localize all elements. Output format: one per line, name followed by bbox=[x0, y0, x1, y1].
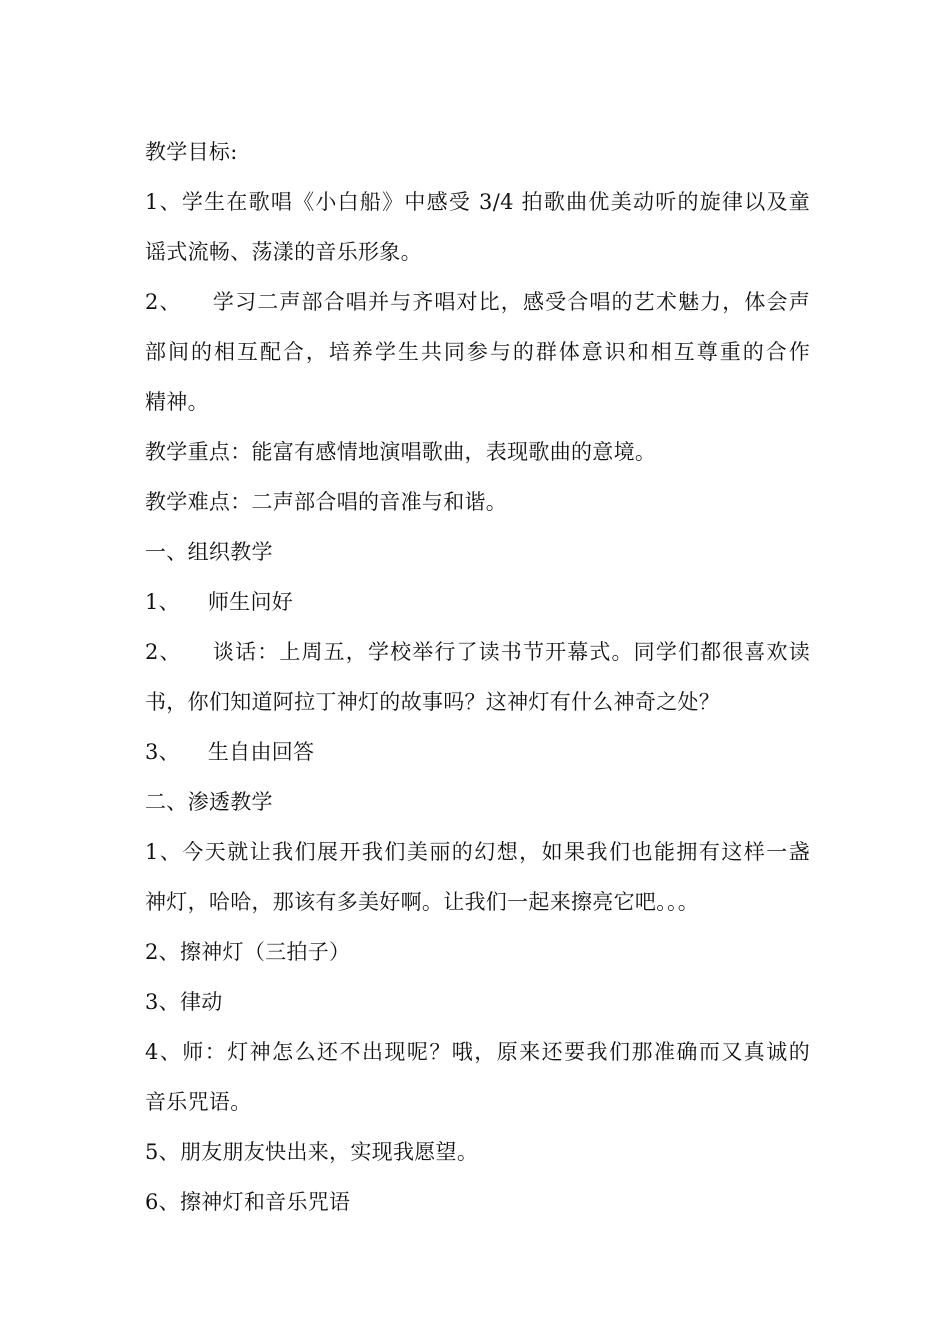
section-2-heading: 二、渗透教学 bbox=[145, 790, 273, 814]
goal-1-line-1: 1、学生在歌唱《小白船》中感受 3/4 拍歌曲优美动听的旋律以及童 bbox=[145, 190, 810, 214]
goal-2-line-3: 精神。 bbox=[145, 390, 209, 414]
section-2-item-6: 6、擦神灯和音乐咒语 bbox=[145, 1190, 351, 1214]
goal-2-line-2: 部间的相互配合，培养学生共同参与的群体意识和相互尊重的合作 bbox=[145, 340, 810, 364]
teaching-difficulty: 教学难点：二声部合唱的音准与和谐。 bbox=[145, 490, 508, 514]
section-1-item-2-line-2: 书，你们知道阿拉丁神灯的故事吗？这神灯有什么神奇之处？ bbox=[145, 690, 721, 714]
teaching-focus: 教学重点：能富有感情地演唱歌曲，表现歌曲的意境。 bbox=[145, 440, 657, 464]
heading-teaching-goals: 教学目标: bbox=[145, 140, 238, 164]
section-1-heading: 一、组织教学 bbox=[145, 540, 273, 564]
lesson-plan-text bbox=[145, 127, 810, 1227]
section-1-item-3: 3、 生自由回答 bbox=[145, 740, 315, 764]
section-2-item-2: 2、擦神灯（三拍子） bbox=[145, 940, 351, 964]
section-2-item-5: 5、朋友朋友快出来，实现我愿望。 bbox=[145, 1140, 479, 1164]
section-2-item-4-line-2: 音乐咒语。 bbox=[145, 1090, 252, 1114]
goal-2-line-1: 2、 学习二声部合唱并与齐唱对比，感受合唱的艺术魅力，体会声 bbox=[145, 290, 810, 314]
goal-1-line-2: 谣式流畅、荡漾的音乐形象。 bbox=[145, 240, 422, 264]
section-2-item-1-line-1: 1、今天就让我们展开我们美丽的幻想，如果我们也能拥有这样一盏 bbox=[145, 840, 810, 864]
section-2-item-1-line-2: 神灯，哈哈，那该有多美好啊。让我们一起来擦亮它吧。。。 bbox=[145, 890, 700, 914]
section-1-item-1: 1、 师生问好 bbox=[145, 590, 294, 614]
section-2-item-3: 3、律动 bbox=[145, 990, 223, 1014]
section-1-item-2-line-1: 2、 谈话：上周五，学校举行了读书节开幕式。同学们都很喜欢读 bbox=[145, 640, 810, 664]
section-2-item-4-line-1: 4、师：灯神怎么还不出现呢？哦，原来还要我们那准确而又真诚的 bbox=[145, 1040, 810, 1064]
